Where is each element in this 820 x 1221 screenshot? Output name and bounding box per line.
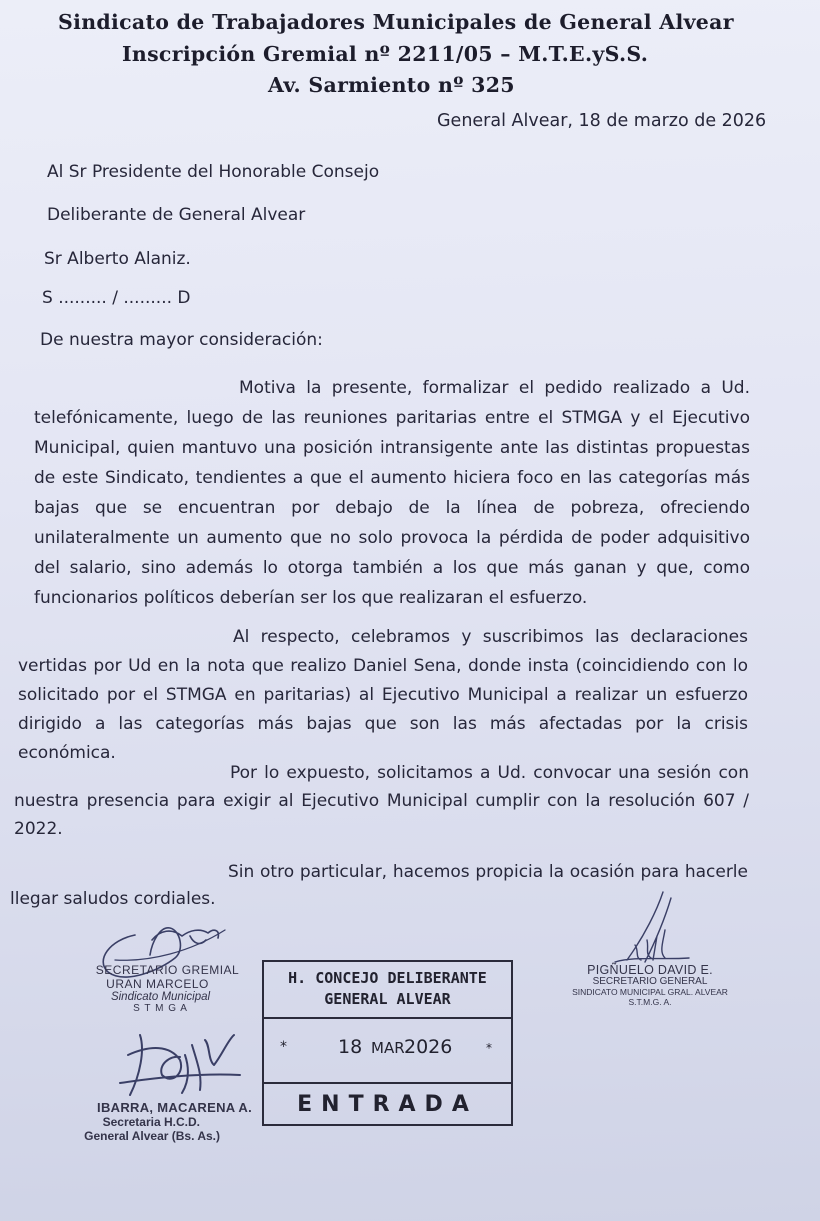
signer-role: SECRETARIO GENERAL (592, 976, 708, 987)
signer-name: PIGÑUELO DAVID E. (587, 963, 713, 977)
letterhead-union-name: Sindicato de Trabajadores Municipales de General Alvear (58, 10, 734, 34)
stamp-entry: ENTRADA (297, 1092, 478, 1117)
stamp-star-left: * (280, 1039, 287, 1055)
signer-abbr: S.T.M.G. A. (628, 997, 672, 1007)
recipient-sd: S ......... / ......... D (42, 288, 191, 308)
salutation: De nuestra mayor consideración: (40, 330, 323, 350)
reception-stamp (262, 960, 513, 1126)
stamp-star-right: * (486, 1041, 492, 1055)
signer-abbr: S T M G A (133, 1003, 188, 1014)
stamp-year: 2026 (404, 1036, 453, 1058)
signer-name: IBARRA, MACARENA A. (97, 1100, 252, 1115)
letter-date: General Alvear, 18 de marzo de 2026 (437, 111, 767, 131)
stamp-month: MAR (371, 1039, 405, 1057)
paragraph-session-request: Por lo expuesto, solicitamos a Ud. convocar una sesión con nuestra presencia para exigir al Ejecutivo Municipal cumplir con la resolución 607 / 2022. (14, 763, 749, 839)
signer-name: URAN MARCELO (106, 977, 209, 991)
stamp-city: GENERAL ALVEAR (324, 990, 451, 1008)
signature-ibarra-macarena (110, 1015, 250, 1105)
letterhead-registration: Inscripción Gremial nº 2211/05 – M.T.E.yS.S. (122, 42, 649, 66)
signer-place: General Alvear (Bs. As.) (84, 1129, 220, 1143)
recipient-line-1: Al Sr Presidente del Honorable Consejo (47, 162, 380, 182)
stamp-date-row (264, 1019, 511, 1084)
signature-pignuelo-david (605, 890, 695, 970)
signer-role: Secretaria H.C.D. (102, 1115, 200, 1129)
letterhead-address: Av. Sarmiento nº 325 (268, 73, 515, 97)
signer-org: SINDICATO MUNICIPAL GRAL. ALVEAR (572, 987, 728, 997)
stamp-day: 18 (338, 1036, 363, 1058)
recipient-line-2: Deliberante de General Alvear (47, 205, 306, 225)
signer-role: SECRETARIO GREMIAL (95, 963, 240, 977)
stamp-institution: H. CONCEJO DELIBERANTE (288, 969, 487, 987)
recipient-name: Sr Alberto Alaniz. (44, 249, 191, 269)
paragraph-declarations: Al respecto, celebramos y suscribimos las declaraciones vertidas por Ud en la nota que realizo Daniel Sena, donde insta (coincidiendo con lo solicitado por el STMGA en paritarias) al Ejecutivo Municipal a realizar un esfuerzo dirigido a las categorías más bajas que son las más afectadas por la crisis económica. (18, 627, 748, 763)
paragraph-request: Motiva la presente, formalizar el pedido realizado a Ud. telefónicamente, luego de las reuniones paritarias entre el STMGA y el Ejecutivo Municipal, quien mantuvo una posición intransigente ante las distintas propuestas de este Sindicato, tendientes a que el aumento hiciera foco en las categorías más bajas que se encuentran por debajo de la línea de pobreza, ofreciendo unilateralmente un aumento que no solo provoca la pérdida de poder adquisitivo del salario, sino además lo otorga también a los que más ganan y que, como funcionarios políticos deberían ser los que realizaran el esfuerzo. (34, 378, 750, 608)
stamp-header (264, 962, 511, 1019)
signature-block-left (80, 963, 255, 1014)
paragraph-closing: Sin otro particular, hacemos propicia la ocasión para hacerle llegar saludos cordiales. (10, 862, 748, 909)
signer-org: Sindicato Municipal (110, 991, 211, 1003)
signature-block-hcd (62, 1100, 252, 1143)
signature-block-right (545, 963, 755, 1007)
